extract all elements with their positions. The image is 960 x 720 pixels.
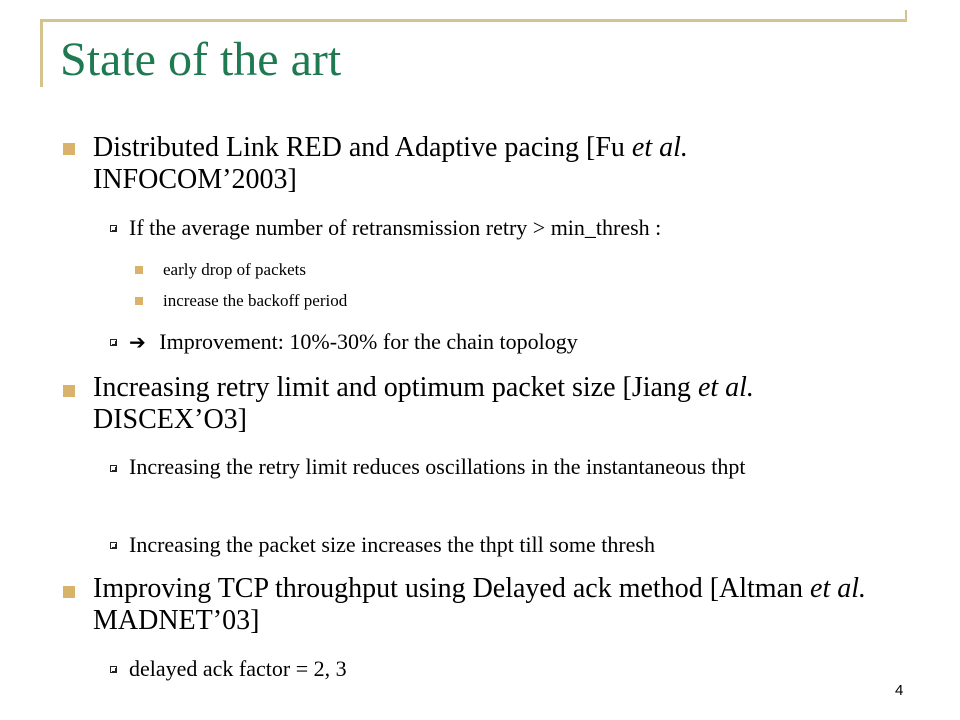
- hollow-square-bullet-icon: [110, 666, 117, 673]
- sub-bullet-text: Increasing the retry limit reduces oscillations in the instantaneous thpt: [129, 454, 746, 479]
- sub-bullet-text: Increasing the packet size increases the thpt till some thresh: [129, 532, 655, 557]
- sub-sub-bullet-text: increase the backoff period: [163, 291, 348, 310]
- bullet-text: Improving TCP throughput using Delayed ack method [Altman: [93, 573, 811, 604]
- bullet-text: Increasing retry limit and optimum packet size [Jiang: [93, 372, 698, 403]
- bullet-1-sub-2: [129, 328, 889, 356]
- bullet-text: DISCEX’O3]: [93, 404, 247, 435]
- bullet-2-sub-1: [129, 453, 889, 481]
- bullet-text: Distributed Link RED and Adaptive pacing [Fu: [93, 132, 632, 163]
- sub-bullet-text: If the average number of retransmission retry > min_thresh :: [129, 215, 662, 240]
- bullet-2: [93, 372, 893, 436]
- sub-bullet-text: delayed ack factor = 2, 3: [129, 656, 347, 681]
- square-bullet-icon: [63, 586, 75, 598]
- bullet-3-sub-1: [129, 655, 889, 683]
- small-square-bullet-icon: [135, 266, 143, 274]
- bullet-3: [93, 573, 893, 637]
- hollow-square-bullet-icon: [110, 225, 117, 232]
- page-number: 4: [895, 682, 904, 699]
- bullet-2-sub-2: [129, 531, 889, 559]
- right-arrow-icon: ➔: [129, 330, 146, 354]
- bullet-1-sub-1: [129, 214, 889, 242]
- hollow-square-bullet-icon: [110, 339, 117, 346]
- bullet-text: MADNET’03]: [93, 605, 260, 636]
- bullet-emphasis: et al.: [697, 372, 754, 403]
- bullet-1-sub-1-sub-2: [163, 291, 863, 311]
- bullet-text: INFOCOM’2003]: [93, 164, 297, 195]
- bullet-emphasis: et al.: [810, 573, 867, 604]
- bullet-1-sub-1-sub-1: [163, 260, 863, 280]
- bullet-1: [93, 132, 893, 196]
- hollow-square-bullet-icon: [110, 542, 117, 549]
- sub-bullet-text: Improvement: 10%-30% for the chain topology: [153, 329, 578, 354]
- hollow-square-bullet-icon: [110, 465, 117, 472]
- bullet-emphasis: et al.: [631, 132, 688, 163]
- square-bullet-icon: [63, 143, 75, 155]
- small-square-bullet-icon: [135, 297, 143, 305]
- sub-sub-bullet-text: early drop of packets: [163, 260, 307, 279]
- square-bullet-icon: [63, 385, 75, 397]
- slide-title: State of the art: [60, 33, 342, 86]
